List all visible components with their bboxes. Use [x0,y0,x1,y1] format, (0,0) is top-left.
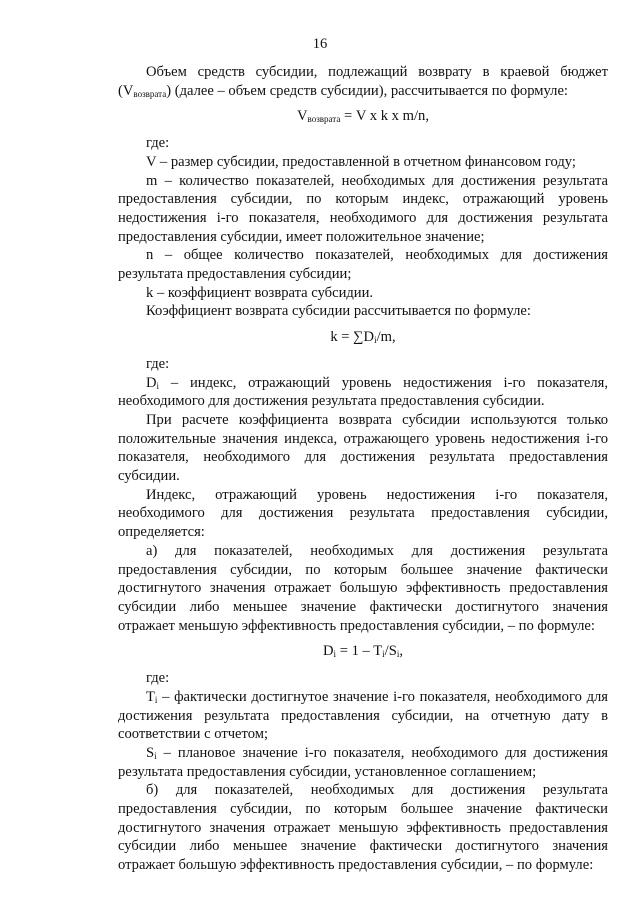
definition-m: m – количество показателей, необходимых для достижения результата предоставления субсидии, по которым индекс, отражающий уровень недостижения i-го показателя, необходимого для достижения результата предоставления субсидии, имеет положительное значение; [118,172,608,245]
paragraph-refund-volume: Объем средств субсидии, подлежащий возврату в краевой бюджет $(V_{возврата})$ (далее – объем средств субсидии), рассчитывается по формуле: [118,64,608,99]
formula-coefficient: $k = \sum D_i/m$, [330,329,396,346]
formula-index-a: $D_i = 1 - T_i/S_i$, [323,643,403,660]
paragraph-positive-values: При расчете коэффициента возврата субсидии используются только положительные значения индекса, отражающего уровень недостижения i-го показателя, необходимого для достижения результата предоставления субсидии. [118,411,608,485]
paragraph-case-b: б) для показателей, необходимых для достижения результата предоставления субсидии, по которым большее значение фактически достигнутого значения отражает меньшую эффективность предоставления субсидии либо меньшее значение фактически достигнутого значения отражает большую эффективность предоставления субсидии, – по формуле: [118,782,608,874]
document-body [118,63,608,875]
where-label: где: [146,670,170,687]
definition-n: n – общее количество показателей, необходимых для достижения результата предоставления субсидии; [118,247,608,283]
definition-v: V – размер субсидии, предоставленной в отчетном финансовом году; [146,153,576,170]
formula-refund-volume: $V_{возврата} = V$ x k x m/n, [297,108,429,125]
paragraph-coefficient: Коэффициент возврата субсидии рассчитывается по формуле: [146,303,531,320]
paragraph-index-definition: Индекс, отражающий уровень недостижения i-го показателя, необходимого для достижения результата предоставления субсидии, определяется: [118,486,608,541]
where-label: где: [146,135,170,152]
page-number: 16 [312,36,328,52]
where-label: где: [146,355,170,372]
paragraph-case-a: а) для показателей, необходимых для достижения результата предоставления субсидии, по которым большее значение фактически достигнутого значения отражает большую эффективность предоставления субсидии либо меньшее значение фактически достигнутого значения отражает меньшую эффективность предоставления субсидии, – по формуле: [118,542,608,634]
definition-si: $S_i$ – плановое значение i-го показателя, необходимого для достижения результата предоставления субсидии, установленное соглашением; [118,744,608,780]
definition-ti: $T_i$ – фактически достигнутое значение i-го показателя, необходимого для достижения результата предоставления субсидии, на отчетную дату в соответствии с отчетом; [118,688,608,743]
definition-k: k – коэффициент возврата субсидии. [146,284,374,301]
definition-di: $D_i$ – индекс, отражающий уровень недостижения i-го показателя, необходимого для достижения результата предоставления субсидии. [118,374,608,410]
